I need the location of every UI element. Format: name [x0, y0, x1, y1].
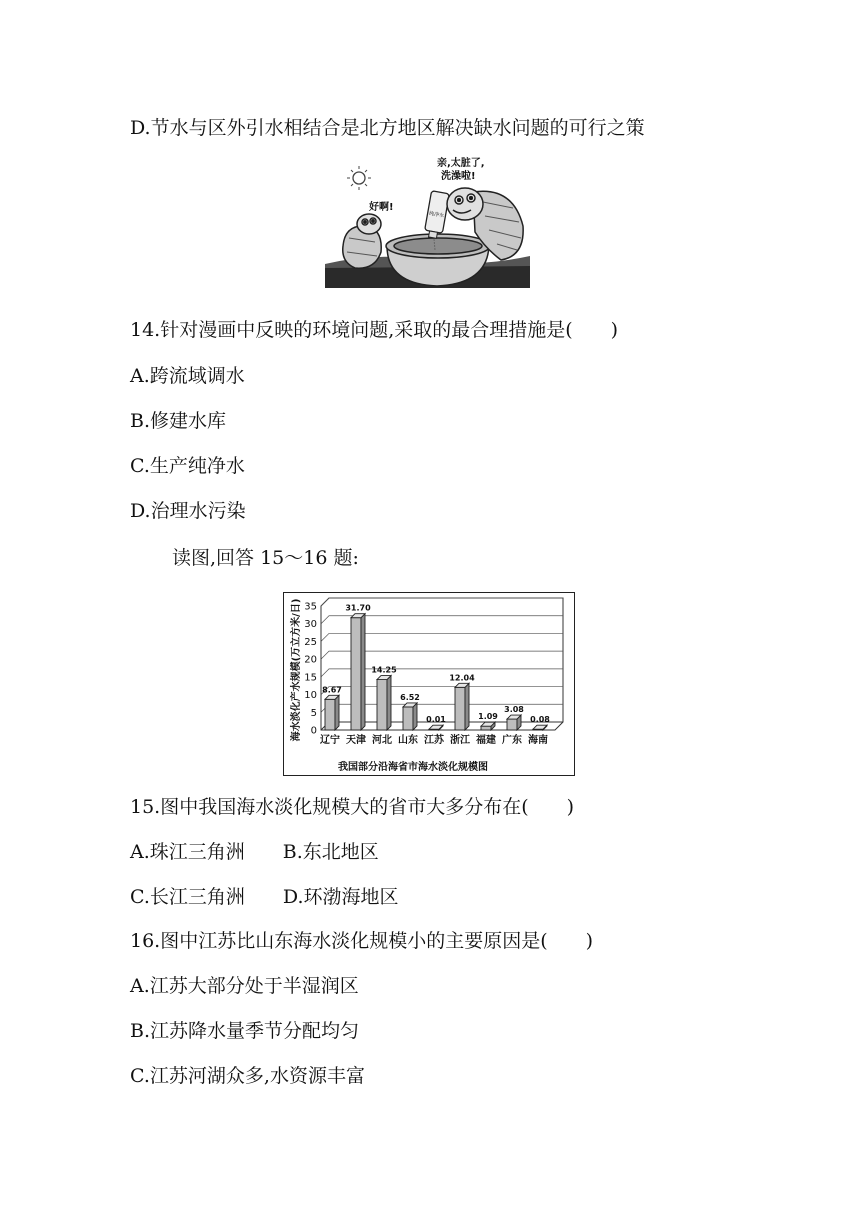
q16-option-c: C.江苏河湖众多,水资源丰富 — [130, 1065, 365, 1087]
x-category-label: 广东 — [502, 735, 522, 746]
y-tick-label: 10 — [304, 690, 317, 702]
cartoon-turtles-bathing — [325, 152, 535, 300]
bar — [377, 676, 391, 730]
y-tick-label: 30 — [304, 619, 317, 631]
q13-option-d: D.节水与区外引水相结合是北方地区解决缺水问题的可行之策 — [130, 117, 645, 139]
y-tick-label: 0 — [310, 725, 317, 737]
q14-option-a: A.跨流域调水 — [130, 365, 245, 387]
q15-question: 15.图中我国海水淡化规模大的省市大多分布在( ) — [130, 796, 575, 818]
x-category-label: 海南 — [528, 735, 548, 746]
q14-option-c: C.生产纯净水 — [130, 455, 245, 477]
bar-value-label: 6.52 — [400, 692, 420, 702]
desalination-chart — [283, 592, 575, 776]
x-category-label: 浙江 — [450, 735, 470, 746]
bar-value-label: 0.01 — [426, 715, 446, 725]
y-tick-label: 25 — [304, 636, 317, 648]
y-tick-label: 20 — [304, 654, 317, 666]
q16-option-b: B.江苏降水量季节分配均匀 — [130, 1020, 360, 1042]
y-tick-label: 5 — [310, 707, 317, 719]
read-chart-intro: 读图,回答 15～16 题: — [172, 547, 359, 569]
bar-value-label: 1.09 — [478, 712, 498, 722]
x-category-label: 河北 — [372, 735, 392, 746]
q14-question: 14.针对漫画中反映的环境问题,采取的最合理措施是( ) — [130, 319, 619, 341]
x-category-label: 山东 — [398, 735, 418, 746]
x-category-label: 天津 — [346, 735, 366, 746]
q14-option-d: D.治理水污染 — [130, 500, 246, 522]
chart-ylabel: 海水淡化产水规模(万立方米/日) — [291, 598, 302, 742]
bar-value-label: 31.70 — [345, 603, 371, 613]
q14-option-b: B.修建水库 — [130, 410, 227, 432]
bar — [325, 695, 339, 730]
x-category-label: 福建 — [476, 735, 496, 746]
sun-icon — [347, 166, 371, 190]
q16-question: 16.图中江苏比山东海水淡化规模小的主要原因是( ) — [130, 930, 594, 952]
bar-value-label: 12.04 — [449, 673, 475, 683]
q15-options-ab: A.珠江三角洲 B.东北地区 — [130, 841, 379, 863]
bar-value-label: 0.08 — [530, 715, 550, 725]
desalination-bar-chart — [283, 592, 575, 776]
bar-value-label: 8.67 — [322, 685, 342, 695]
bar — [403, 703, 417, 730]
bar-value-label: 14.25 — [371, 665, 397, 675]
speech-right-line2: 洗澡啦! — [441, 171, 476, 182]
y-tick-label: 15 — [304, 672, 317, 684]
bar — [455, 683, 469, 730]
bar-value-label: 3.08 — [504, 705, 524, 715]
q15-options-cd: C.长江三角洲 D.环渤海地区 — [130, 886, 399, 908]
chart-border — [284, 593, 575, 776]
speech-right-line1: 亲,太脏了, — [437, 158, 485, 169]
turtle-left — [343, 214, 381, 268]
x-category-label: 辽宁 — [320, 735, 340, 746]
bottle-label: 纯净水 — [428, 210, 445, 220]
water-bottle — [424, 191, 450, 239]
y-tick-label: 35 — [304, 601, 317, 613]
q16-option-a: A.江苏大部分处于半湿润区 — [130, 975, 359, 997]
bar — [351, 614, 365, 730]
x-category-label: 江苏 — [424, 735, 444, 746]
speech-left: 好啊! — [369, 202, 394, 213]
chart-title: 我国部分沿海省市海水淡化规模图 — [338, 762, 488, 773]
bar — [507, 715, 521, 730]
